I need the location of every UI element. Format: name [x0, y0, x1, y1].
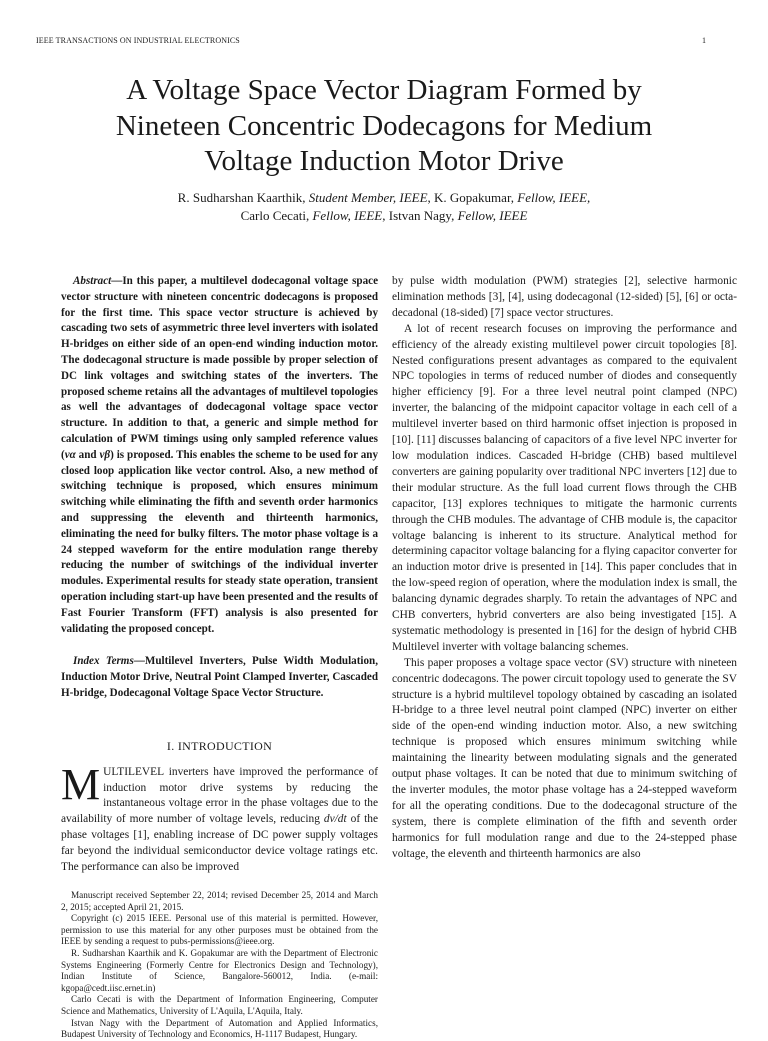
author-2-name: , K. Gopakumar,: [427, 190, 518, 205]
abstract-text-b: ) is proposed. This enables the scheme to be used for any closed loop application like vector control. Also, a new method of switching technique is proposed, which ensures minimum switching while eliminating the fifth and seventh order harmonics and suppressing the eleventh and thirteenth harmonics, eliminating the need for bulky filters. The motor phase voltage is a 24 stepped waveform for the entire modulation range thereby reducing the number of switchings of the individual inverter modules. Experimental results for steady state operation, transient operation including start-up have been presented and the results of Fast Fourier Transform (FFT) analysis is also presented for validating the proposed concept.: [61, 448, 378, 635]
title-line-3: Voltage Induction Motor Drive: [204, 145, 564, 177]
author-3-name: Carlo Cecati,: [240, 208, 313, 223]
author-list: [60, 189, 708, 225]
footnote-copyright: Copyright (c) 2015 IEEE. Personal use of this material is permitted. However, permission to use this material for any other purposes must be obtained from the IEEE by sending a request to pubs-permissions@ieee.org.: [61, 913, 378, 947]
section-numeral: I.: [166, 738, 178, 753]
author-4-role: Fellow, IEEE: [457, 208, 528, 223]
intro-text-a: inverters have improved the performance of induction motor drive systems by reducing the instantaneous voltage error in the phase voltages due to the availability of more number of voltage levels, reducing: [61, 765, 378, 826]
section-title-first: I: [177, 738, 183, 753]
title-line-2: Nineteen Concentric Dodecagons for Medium: [115, 109, 653, 142]
body-paragraph-2: A lot of recent research focuses on improving the performance and efficiency of the already existing multilevel power circuit topologies [8]. Nested configurations present advantages as compared to the equivalent NPC topologies in terms of reduced number of diodes and consequently higher efficiency [9]. For a three level neutral point clamped (NPC) inverter, the balancing of the midpoint capacitor voltage in each cell of a multilevel inverter based on third harmonic offset injection is proposed in [10]. [11] discusses balancing of capacitors of a five level NPC inverter for low modulation indices. Cascaded H-bridge (CHB) based multilevel converters are gaining popularity over traditional NPC inverters [12] due to their modular structure. As the full load current flows through the CHB capacitor, [13] explores techniques to mitigate the harmonic currents through the CHB modules. The advantage of CHB module is, the capacitor voltage balancing is inherent to its structure. Analytical method for determining capacitor voltage balancing for a flying capacitor converter for an induction motor drive is presented in [14]. This paper concludes that in the low-speed region of operation, where the modulation index is small, the balancing dynamic degrades sharply. To retain the advantages of NPC and CHB converters, hybrid converters are also being investigated [15]. A systematic methodology is presented in [16] for the design of hybrid CHB Multilevel inverter with voltage balancing schemes.: [392, 322, 737, 653]
section-title-rest: NTRODUCTION: [182, 738, 273, 753]
footnote-affiliation-3: Istvan Nagy with the Department of Automation and Applied Informatics, Budapest University of Technology and Economics, H-1117 Budapest, Hungary.: [61, 1017, 378, 1040]
running-header: [36, 36, 706, 48]
abstract-and: and: [75, 448, 100, 461]
paper-title: [60, 73, 708, 180]
index-terms: [61, 654, 378, 701]
drop-cap: M: [61, 759, 101, 809]
author-4-name: , Istvan Nagy,: [382, 208, 458, 223]
author-3-role: Fellow, IEEE: [312, 208, 383, 223]
author-1-role: Student Member: [308, 190, 393, 205]
footnote-manuscript: Manuscript received September 22, 2014; revised December 25, 2014 and March 2, 2015; accepted April 21, 2015.: [61, 890, 378, 912]
left-column: [61, 274, 378, 876]
abstract-dash: —: [111, 275, 123, 287]
abstract: [61, 274, 378, 637]
body-paragraph-1: by pulse width modulation (PWM) strategies [2], selective harmonic elimination methods [3], [4], using dodecagonal (12-sided) [5], [6] or octa-decadonal (18-sided) [7] space vector structures.: [392, 275, 737, 319]
author-line-1: [60, 189, 708, 207]
v-alpha-symbol: vα: [64, 448, 76, 461]
author-2-role: Fellow, IEEE,: [517, 190, 591, 205]
index-terms-text: Multilevel Inverters, Pulse Width Modulation, Induction Motor Drive, Neutral Point Clamped Inverter, Cascaded H-bridge, Dodecagonal Voltage Space Vector Structure.: [61, 655, 378, 699]
intro-first-word: ULTILEVEL: [103, 765, 165, 778]
index-terms-dash: —: [133, 655, 145, 668]
author-1-org: , IEEE: [392, 190, 428, 205]
body-paragraph-3: This paper proposes a voltage space vector (SV) structure with nineteen concentric dodecagons. The power circuit topology used to generate the SV structure is a hybrid multilevel topology obtained by cascading an isolated H-bridge to a three level neutral point clamped (NPC) inverter on either side of the open-end winding induction motor. Also, a new switching technique is proposed which ensures minimum switching while maintaining the linearity between modulating signals and the generated output phase voltages. It can be noted that due to minimum switching of the inverter modules, the motor phase voltage has a 24-stepped waveform for all the operating conditions. Due to the dodecagonal structure of the system, there is complete elimination of the fifth and seventh order harmonics for full modulation range and due to the 24-stepped phase voltage, the eleventh and thirteenth harmonics are also: [392, 656, 737, 860]
intro-text-b: of the phase voltages [1], enabling increase of DC power supply voltages far beyond the individual semiconductor device voltage ratings etc. The performance can also be improved: [61, 813, 378, 874]
author-line-2: [60, 207, 708, 225]
journal-name: IEEE TRANSACTIONS ON INDUSTRIAL ELECTRONICS: [36, 36, 240, 45]
introduction-paragraph: [61, 759, 378, 876]
dv-dt-symbol: dv/dt: [323, 813, 347, 826]
author-1-name: R. Sudharshan Kaarthik,: [177, 190, 309, 205]
section-heading-introduction: [61, 739, 378, 755]
page-number: 1: [702, 36, 706, 45]
index-terms-lead: Index Terms: [73, 655, 134, 668]
abstract-text-a: In this paper, a multilevel dodecagonal voltage space vector structure with nineteen concentric dodecagons is proposed for the first time. This space vector structure is achieved by cascading two sets of asymmetric three level inverters with isolated H-bridges on either side of an open-end winding induction motor. The dodecagonal structure is made possible by proper selection of DC link voltages and switching states of the inverters. The proposed scheme retains all the advantages of multilevel topologies as well the advantages of dodecagonal voltage space vector structure. In addition to that, a generic and simple method for calculation of PWM timings using only sampled reference values (: [61, 275, 378, 461]
footnote-affiliation-1: R. Sudharshan Kaarthik and K. Gopakumar are with the Department of Electronic Systems Engineering (Formerly Centre for Electronics Design and Technology), Indian Institute of Science, Bangalore-560012, India. (e-mail: kgopa@cedt.iisc.ernet.in): [61, 947, 378, 993]
right-column: [392, 274, 737, 863]
abstract-lead: Abstract: [73, 275, 112, 287]
title-line-1: A Voltage Space Vector Diagram Formed by: [126, 74, 642, 106]
footnote-affiliation-2: Carlo Cecati is with the Department of Information Engineering, Computer Science and Mathematics, University of L'Aquila, L'Aquila, Italy.: [61, 994, 378, 1016]
v-beta-symbol: vβ: [99, 448, 111, 461]
footnotes: [61, 890, 378, 1041]
